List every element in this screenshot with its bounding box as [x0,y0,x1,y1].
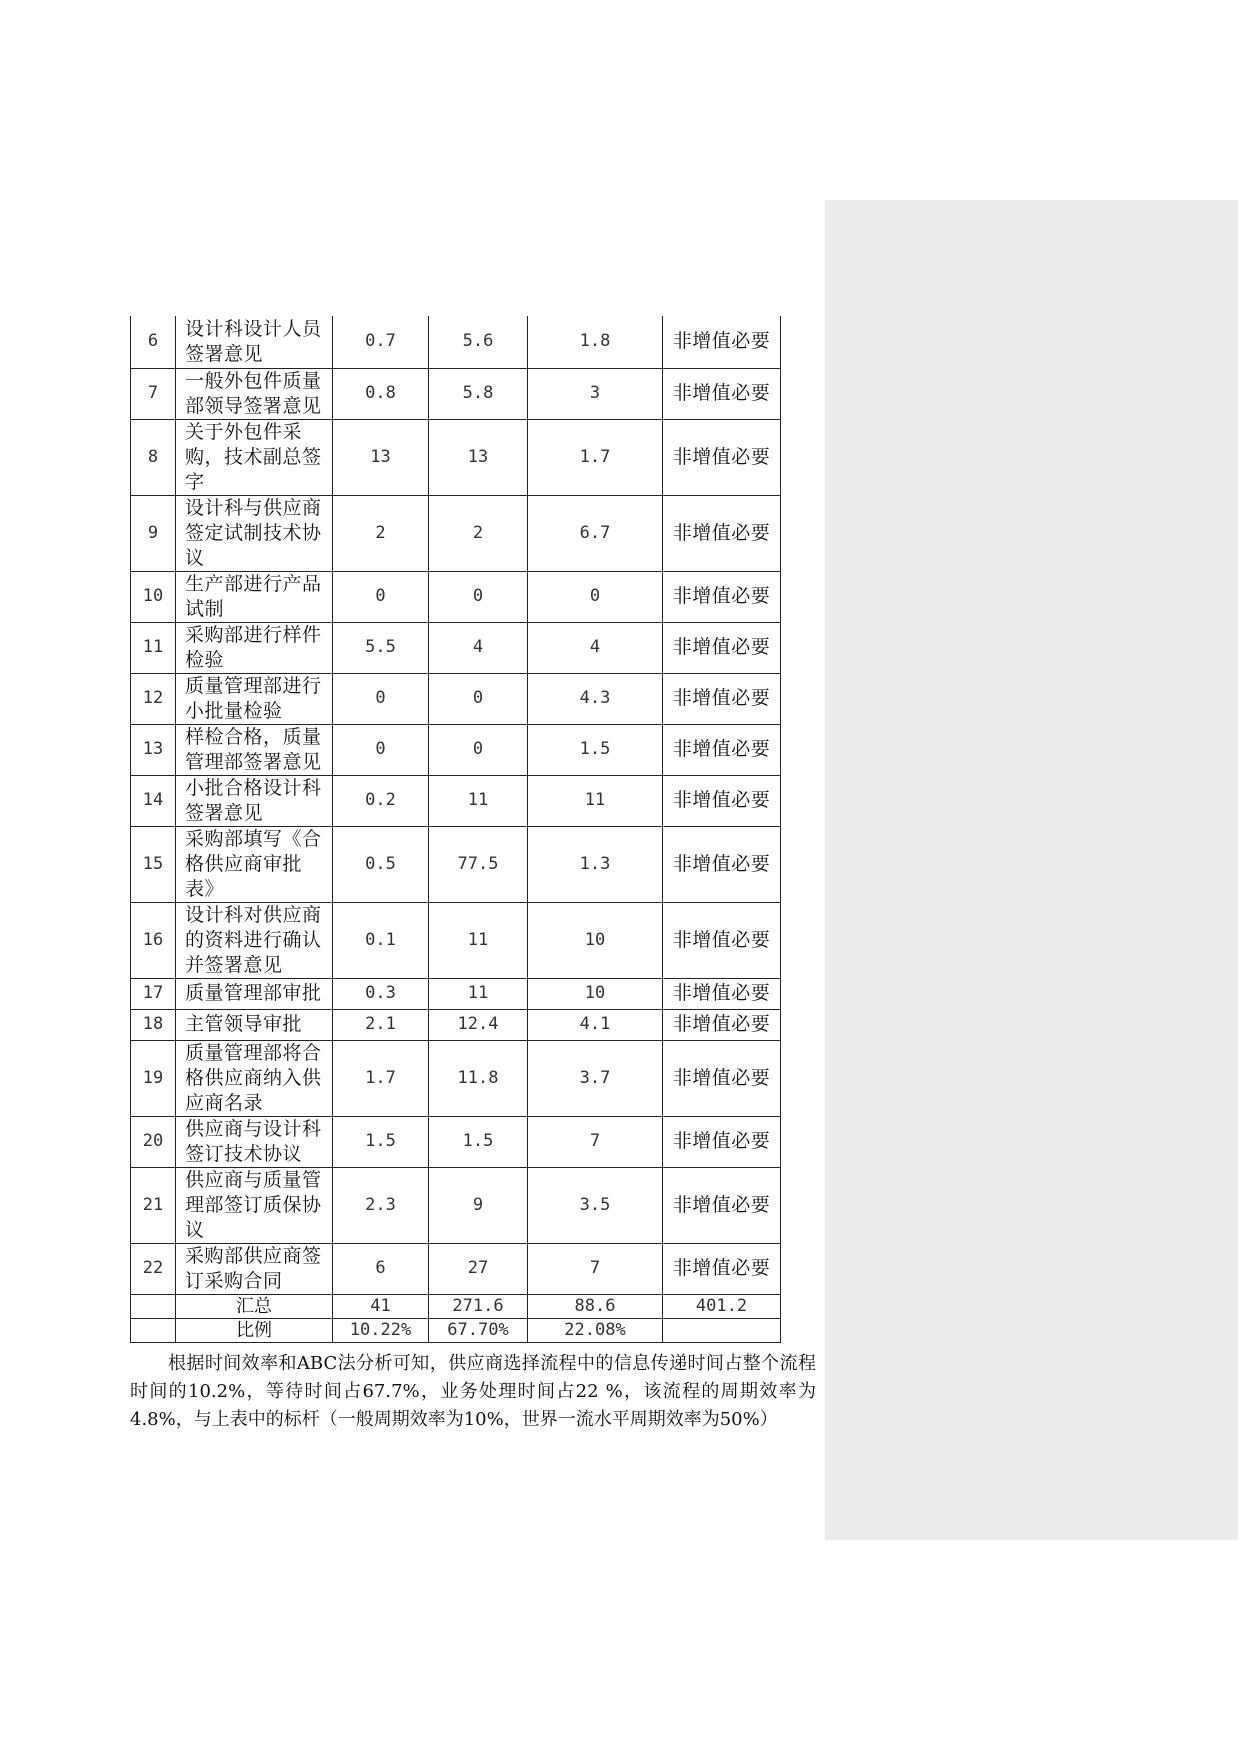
table-row [131,902,781,978]
table-row [131,571,781,622]
summary-row-total: 401.2 [663,1294,781,1318]
table-row [131,368,781,419]
summary-row [131,1294,781,1318]
value-category: 非增值必要 [663,826,781,902]
waiting-time: 12.4 [429,1009,528,1040]
step-description: 样检合格，质量管理部签署意见 [176,724,333,775]
value-category: 非增值必要 [663,902,781,978]
processing-time: 1.7 [528,419,663,495]
step-description: 供应商与质量管理部签订质保协议 [176,1167,333,1243]
ratio-row-processing: 22.08% [528,1318,663,1342]
info-transfer-time: 2.3 [333,1167,429,1243]
waiting-time: 11.8 [429,1040,528,1116]
summary-row-waiting: 271.6 [429,1294,528,1318]
processing-time: 0 [528,571,663,622]
processing-time: 3.5 [528,1167,663,1243]
value-category: 非增值必要 [663,571,781,622]
row-number: 16 [131,902,176,978]
info-transfer-time: 6 [333,1243,429,1294]
table-row [131,1009,781,1040]
waiting-time: 2 [429,495,528,571]
table-row [131,775,781,826]
summary-row-blank [131,1294,176,1318]
ratio-row-label: 比例 [176,1318,333,1342]
table-row [131,1116,781,1167]
value-category: 非增值必要 [663,495,781,571]
step-description: 设计科与供应商签定试制技术协议 [176,495,333,571]
waiting-time: 4 [429,622,528,673]
processing-time: 4.3 [528,673,663,724]
table-row [131,826,781,902]
analysis-paragraph [130,1350,816,1434]
info-transfer-time: 0.7 [333,316,429,368]
step-description: 质量管理部将合格供应商纳入供应商名录 [176,1040,333,1116]
table-body [131,316,781,1342]
ratio-row-waiting: 67.70% [429,1318,528,1342]
processing-time: 11 [528,775,663,826]
waiting-time: 11 [429,978,528,1009]
table-row [131,495,781,571]
info-transfer-time: 0 [333,673,429,724]
waiting-time: 27 [429,1243,528,1294]
info-transfer-time: 0.3 [333,978,429,1009]
info-transfer-time: 1.7 [333,1040,429,1116]
step-description: 采购部供应商签订采购合同 [176,1243,333,1294]
step-description: 一般外包件质量部领导签署意见 [176,368,333,419]
value-category: 非增值必要 [663,775,781,826]
info-transfer-time: 0 [333,571,429,622]
step-description: 小批合格设计科签署意见 [176,775,333,826]
row-number: 19 [131,1040,176,1116]
summary-row-processing: 88.6 [528,1294,663,1318]
ratio-row-info-transfer: 10.22% [333,1318,429,1342]
info-transfer-time: 5.5 [333,622,429,673]
processing-time: 1.3 [528,826,663,902]
row-number: 22 [131,1243,176,1294]
value-category: 非增值必要 [663,1009,781,1040]
processing-time: 10 [528,978,663,1009]
waiting-time: 11 [429,775,528,826]
info-transfer-time: 0.5 [333,826,429,902]
processing-time: 3.7 [528,1040,663,1116]
ratio-row [131,1318,781,1342]
step-description: 生产部进行产品试制 [176,571,333,622]
table-row [131,673,781,724]
info-transfer-time: 2 [333,495,429,571]
step-description: 采购部填写《合格供应商审批表》 [176,826,333,902]
ratio-row-total [663,1318,781,1342]
ratio-row-blank [131,1318,176,1342]
table-row [131,622,781,673]
step-description: 设计科设计人员签署意见 [176,316,333,368]
value-category: 非增值必要 [663,1167,781,1243]
value-category: 非增值必要 [663,1116,781,1167]
waiting-time: 1.5 [429,1116,528,1167]
table-row [131,316,781,368]
step-description: 质量管理部进行小批量检验 [176,673,333,724]
row-number: 8 [131,419,176,495]
table-row [131,978,781,1009]
waiting-time: 5.6 [429,316,528,368]
waiting-time: 13 [429,419,528,495]
step-description: 供应商与设计科签订技术协议 [176,1116,333,1167]
processing-time: 7 [528,1243,663,1294]
row-number: 7 [131,368,176,419]
step-description: 采购部进行样件检验 [176,622,333,673]
table-row [131,724,781,775]
row-number: 9 [131,495,176,571]
value-category: 非增值必要 [663,724,781,775]
processing-time: 10 [528,902,663,978]
process-time-table [130,316,781,1343]
info-transfer-time: 0.1 [333,902,429,978]
processing-time: 3 [528,368,663,419]
info-transfer-time: 2.1 [333,1009,429,1040]
waiting-time: 77.5 [429,826,528,902]
value-category: 非增值必要 [663,1040,781,1116]
row-number: 6 [131,316,176,368]
processing-time: 7 [528,1116,663,1167]
table-row [131,1040,781,1116]
step-description: 关于外包件采购，技术副总签字 [176,419,333,495]
row-number: 20 [131,1116,176,1167]
table-row [131,1243,781,1294]
waiting-time: 11 [429,902,528,978]
info-transfer-time: 1.5 [333,1116,429,1167]
waiting-time: 5.8 [429,368,528,419]
row-number: 11 [131,622,176,673]
row-number: 21 [131,1167,176,1243]
step-description: 主管领导审批 [176,1009,333,1040]
table-row [131,419,781,495]
value-category: 非增值必要 [663,1243,781,1294]
table-row [131,1167,781,1243]
value-category: 非增值必要 [663,622,781,673]
paragraph-text: 根据时间效率和ABC法分析可知，供应商选择流程中的信息传递时间占整个流程时间的10.2%，等待时间占67.7%，业务处理时间占22 %，该流程的周期效率为4.8%，与上表中的标杆（一般周期效率为10%，世界一流水平周期效率为50%） [130,1353,816,1430]
waiting-time: 0 [429,571,528,622]
processing-time: 6.7 [528,495,663,571]
row-number: 18 [131,1009,176,1040]
value-category: 非增值必要 [663,419,781,495]
row-number: 17 [131,978,176,1009]
summary-row-info-transfer: 41 [333,1294,429,1318]
comment-pane [825,200,1238,1540]
value-category: 非增值必要 [663,368,781,419]
value-category: 非增值必要 [663,316,781,368]
step-description: 质量管理部审批 [176,978,333,1009]
waiting-time: 0 [429,724,528,775]
processing-time: 1.5 [528,724,663,775]
info-transfer-time: 0.2 [333,775,429,826]
value-category: 非增值必要 [663,978,781,1009]
step-description: 设计科对供应商的资料进行确认并签署意见 [176,902,333,978]
waiting-time: 9 [429,1167,528,1243]
row-number: 15 [131,826,176,902]
row-number: 12 [131,673,176,724]
row-number: 10 [131,571,176,622]
row-number: 14 [131,775,176,826]
processing-time: 4.1 [528,1009,663,1040]
info-transfer-time: 0 [333,724,429,775]
processing-time: 1.8 [528,316,663,368]
info-transfer-time: 0.8 [333,368,429,419]
row-number: 13 [131,724,176,775]
summary-row-label: 汇总 [176,1294,333,1318]
processing-time: 4 [528,622,663,673]
waiting-time: 0 [429,673,528,724]
value-category: 非增值必要 [663,673,781,724]
info-transfer-time: 13 [333,419,429,495]
